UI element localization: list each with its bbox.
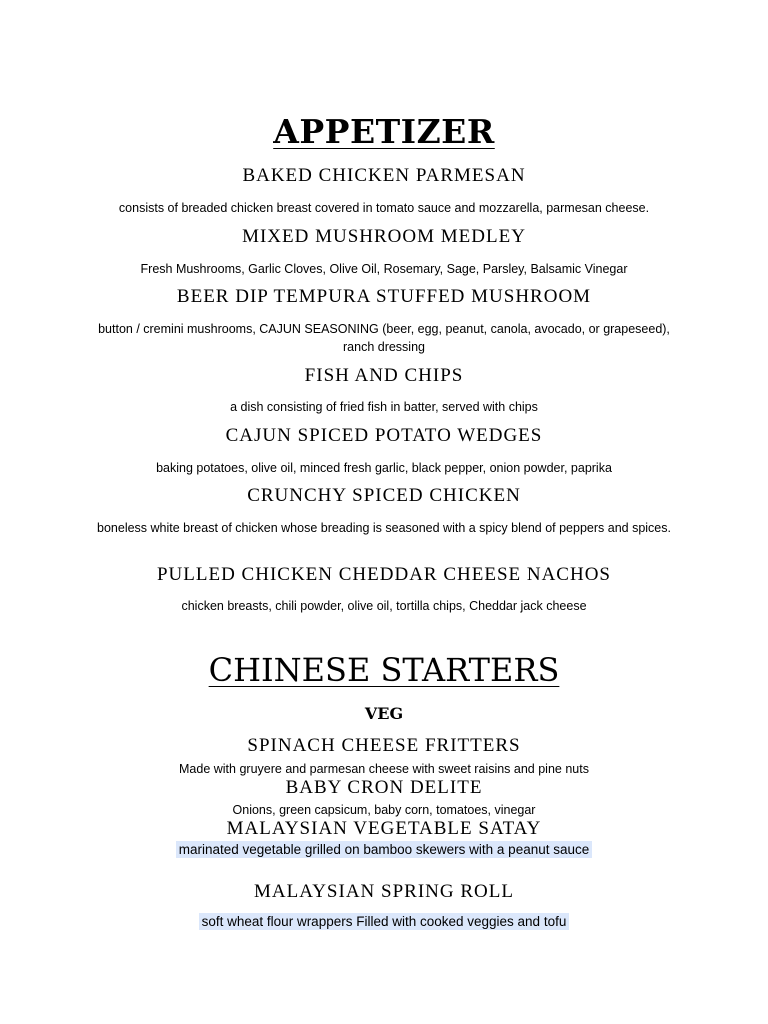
dish-description: consists of breaded chicken breast covered in tomato sauce and mozzarella, parmesan cheese.: [118, 201, 650, 215]
dish-description: button / cremini mushrooms, CAJUN SEASONING (beer, egg, peanut, canola, avocado, or grapeseed), ranch dressing: [98, 322, 670, 354]
dish-description: chicken breasts, chili powder, olive oil, tortilla chips, Cheddar jack cheese: [181, 599, 587, 613]
dish-name: PULLED CHICKEN CHEDDAR CHEESE NACHOS: [156, 564, 611, 585]
highlighted-description-row: [0, 913, 768, 931]
dish-name: BEER DIP TEMPURA STUFFED MUSHROOM: [176, 286, 592, 307]
dish-description: Made with gruyere and parmesan cheese with sweet raisins and pine nuts: [179, 762, 589, 776]
section-title-appetizer: APPETIZER: [273, 112, 495, 151]
dish-name: CRUNCHY SPICED CHICKEN: [247, 485, 521, 506]
dish-description: Onions, green capsicum, baby corn, tomatoes, vinegar: [232, 803, 536, 817]
dish-name: SPINACH CHEESE FRITTERS: [247, 735, 521, 756]
dish-name: FISH AND CHIPS: [304, 365, 464, 386]
dish-name: BABY CRON DELITE: [285, 777, 483, 798]
dish-name: MALAYSIAN SPRING ROLL: [254, 881, 514, 902]
dish-description: Fresh Mushrooms, Garlic Cloves, Olive Oil, Rosemary, Sage, Parsley, Balsamic Vinegar: [140, 262, 628, 276]
dish-description: marinated vegetable grilled on bamboo skewers with a peanut sauce: [176, 841, 593, 858]
highlighted-description-row: [0, 841, 768, 859]
dish-name: MALAYSIAN VEGETABLE SATAY: [226, 818, 542, 839]
dish-description: soft wheat flour wrappers Filled with cooked veggies and tofu: [199, 913, 570, 930]
dish-description: a dish consisting of fried fish in batter, served with chips: [230, 400, 538, 414]
dish-name: BAKED CHICKEN PARMESAN: [242, 165, 526, 186]
section-subtitle-veg: VEG: [364, 704, 404, 723]
section-title-chinese-starters: CHINESE STARTERS: [208, 651, 560, 689]
dish-description: boneless white breast of chicken whose breading is seasoned with a spicy blend of peppers and spices.: [97, 521, 671, 535]
dish-description: baking potatoes, olive oil, minced fresh garlic, black pepper, onion powder, paprika: [156, 461, 612, 475]
dish-name: MIXED MUSHROOM MEDLEY: [242, 226, 526, 247]
dish-name: CAJUN SPICED POTATO WEDGES: [225, 425, 543, 446]
